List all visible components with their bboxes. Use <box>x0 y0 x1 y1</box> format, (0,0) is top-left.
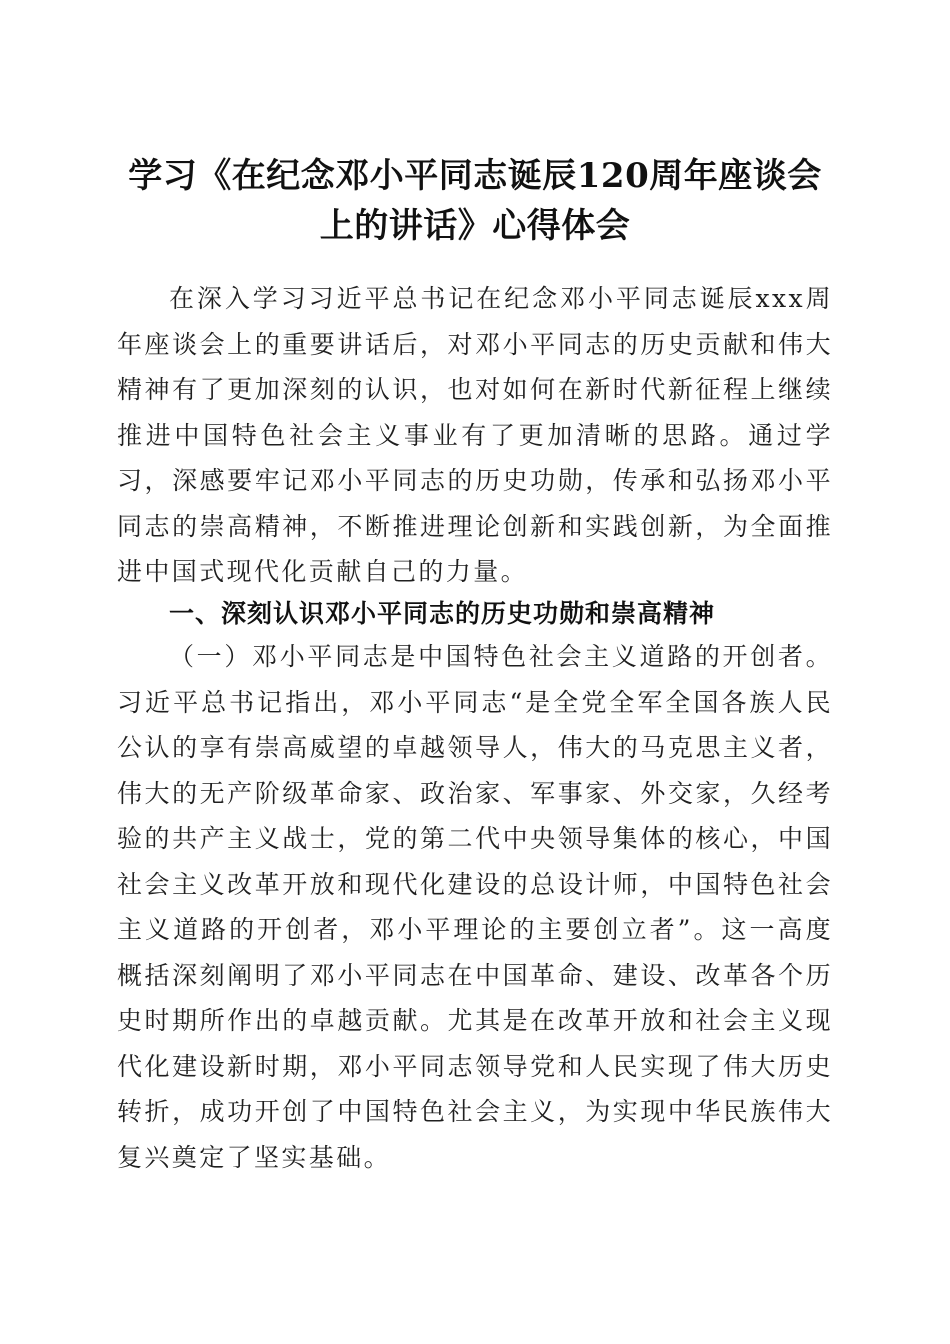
document-title <box>100 151 850 251</box>
section-paragraph: （一）邓小平同志是中国特色社会主义道路的开创者。习近平总书记指出，邓小平同志“是全党全军全国各族人民公认的享有崇高威望的卓越领导人，伟大的马克思主义者，伟大的无产阶级革命家、政治家、军事家、外交家，久经考验的共产主义战士，党的第二代中央领导集体的核心，中国社会主义改革开放和现代化建设的总设计师，中国特色社会主义道路的开创者，邓小平理论的主要创立者”。这一高度概括深刻阐明了邓小平同志在中国革命、建设、改革各个历史时期所作出的卓越贡献。尤其是在改革开放和社会主义现代化建设新时期，邓小平同志领导党和人民实现了伟大历史转折，成功开创了中国特色社会主义，为实现中华民族伟大复兴奠定了坚实基础。 <box>117 642 833 1172</box>
title-line-1: 学习《在纪念邓小平同志诞辰120周年座谈会 <box>128 155 822 196</box>
intro-paragraph: 在深入学习习近平总书记在纪念邓小平同志诞辰xxx周年座谈会上的重要讲话后，对邓小平同志的历史贡献和伟大精神有了更加深刻的认识，也对如何在新时代新征程上继续推进中国特色社会主义事业有了更加清晰的思路。通过学习，深感要牢记邓小平同志的历史功勋，传承和弘扬邓小平同志的崇高精神，不断推进理论创新和实践创新，为全面推进中国式现代化贡献自己的力量。 <box>117 284 833 586</box>
title-line-2: 上的讲话》心得体会 <box>319 205 631 246</box>
section-heading: 一、深刻认识邓小平同志的历史功勋和崇高精神 <box>169 599 716 628</box>
